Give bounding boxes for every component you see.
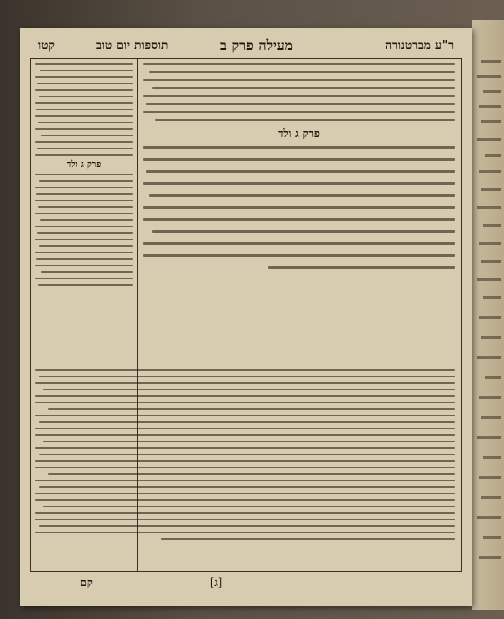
side-column xyxy=(35,63,133,363)
header-chapter-title: מעילה פרק ב xyxy=(220,38,293,54)
chapter-heading: פרק ג ולד xyxy=(278,127,320,140)
running-header xyxy=(34,36,458,56)
side-chapter-heading: פרק ג ולד xyxy=(66,159,102,170)
header-commentary-title: ר"ע מברטנורה xyxy=(385,38,454,52)
catchword: קם xyxy=(80,576,93,589)
header-tosafot-title: תוספות יום טוב xyxy=(96,38,169,52)
book-page xyxy=(20,28,472,606)
header-page-number: קטו xyxy=(38,38,55,52)
upper-commentary xyxy=(143,63,455,121)
main-column xyxy=(143,63,455,363)
signature-mark: [ג] xyxy=(210,576,223,589)
page-footer xyxy=(80,576,420,592)
facing-page-edge xyxy=(472,20,504,610)
mishnah-text xyxy=(143,146,455,269)
lower-commentary xyxy=(35,369,455,565)
text-frame xyxy=(30,58,462,572)
